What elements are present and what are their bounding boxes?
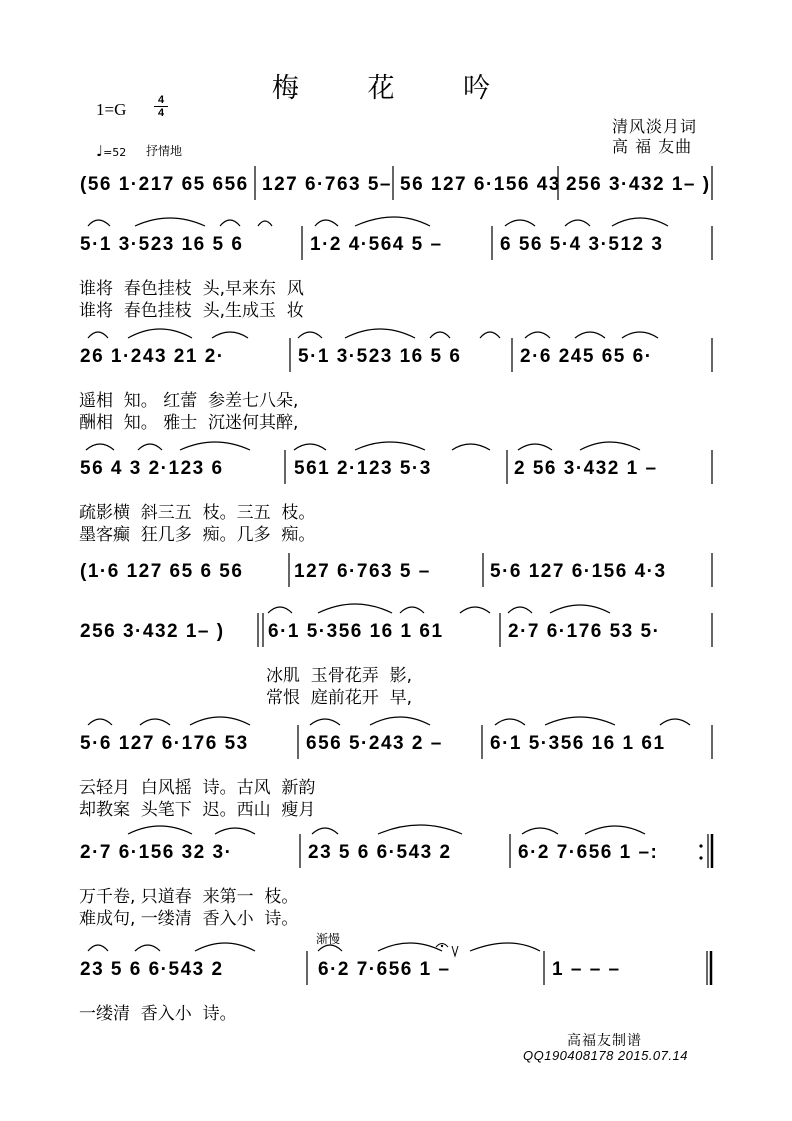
lyric-line: 谁将 春色挂枝 头,生成玉 妆: [79, 301, 304, 321]
measure: 2·7 6·176 53 5·: [508, 621, 661, 642]
ritardando-marking: 渐慢: [316, 932, 341, 946]
measure: 256 3·432 1– ): [80, 621, 225, 642]
measure: 6·2 7·656 1 –:: [518, 842, 659, 863]
time-signature-bottom: 4: [157, 107, 165, 119]
lyric-line: 酬相 知。 雅士 沉迷何其醉,: [79, 413, 299, 433]
lyricist-credit: 清风淡月词: [612, 117, 698, 136]
measure: 6·2 7·656 1 –: [318, 959, 451, 980]
measure: (1·6 127 65 6 56: [80, 561, 244, 582]
tempo-value: =52: [103, 146, 127, 159]
measure: 26 1·243 21 2·: [80, 346, 225, 367]
lyric-line: 谁将 春色挂枝 头,早来东 风: [79, 279, 304, 299]
lyric-line: 却教案 头笔下 迟。西山 瘦月: [79, 800, 316, 820]
measure: (56 1·217 65 656: [80, 174, 249, 195]
measure: 2·7 6·156 32 3·: [80, 842, 233, 863]
measure: 56 4 3 2·123 6: [80, 458, 224, 479]
lyric-line: 遥相 知。 红蕾 参差七八朵,: [79, 391, 299, 411]
measure: 256 3·432 1– ): [566, 174, 711, 195]
lyric-line: 墨客癫 狂几多 痴。几多 痴。: [79, 525, 316, 545]
lyric-line: 冰肌 玉骨花弄 影,: [266, 666, 413, 686]
arranger-credit: 高福友制谱: [567, 1033, 642, 1049]
key-signature: 1=G: [96, 100, 127, 119]
measure: 5·6 127 6·156 4·3: [490, 561, 667, 582]
measure: 127 6·763 5 –: [294, 561, 431, 582]
measure: 6·1 5·356 16 1 61: [490, 733, 666, 754]
measure: 561 2·123 5·3: [294, 458, 432, 479]
measure: 23 5 6 6·543 2: [308, 842, 452, 863]
composer-credit: 高 福 友曲: [612, 137, 693, 156]
lyric-line: 难成句, 一缕清 香入小 诗。: [79, 909, 299, 929]
measure: 6 56 5·4 3·512 3: [500, 234, 664, 255]
lyric-line: 常恨 庭前花开 早,: [266, 688, 413, 708]
measure: 56 127 6·156 43: [400, 174, 561, 195]
measure: 6·1 5·356 16 1 61: [268, 621, 444, 642]
quarter-note-icon: ♩: [96, 142, 104, 160]
measure: 127 6·763 5–: [262, 174, 392, 195]
measure: 23 5 6 6·543 2: [80, 959, 224, 980]
measure: 5·1 3·523 16 5 6: [80, 234, 244, 255]
measure: 2 56 3·432 1 –: [514, 458, 658, 479]
lyric-line: 云轻月 白风摇 诗。古风 新韵: [79, 778, 316, 798]
measure: 5·6 127 6·176 53: [80, 733, 249, 754]
time-signature-top: 4: [157, 94, 165, 106]
measure: 2·6 245 65 6·: [520, 346, 653, 367]
measure: 5·1 3·523 16 5 6: [298, 346, 462, 367]
lyric-line: 一缕清 香入小 诗。: [79, 1004, 237, 1024]
measure: 1 – – –: [552, 959, 621, 980]
expression-marking: 抒情地: [146, 144, 183, 158]
contact-date: QQ190408178 2015.07.14: [523, 1048, 688, 1063]
lyric-line: 万千卷, 只道春 来第一 枝。: [79, 887, 299, 907]
song-title: 梅 花 吟: [271, 73, 521, 104]
measure: 1·2 4·564 5 –: [310, 234, 443, 255]
lyric-line: 疏影横 斜三五 枝。三五 枝。: [79, 503, 316, 523]
measure: 656 5·243 2 –: [306, 733, 443, 754]
